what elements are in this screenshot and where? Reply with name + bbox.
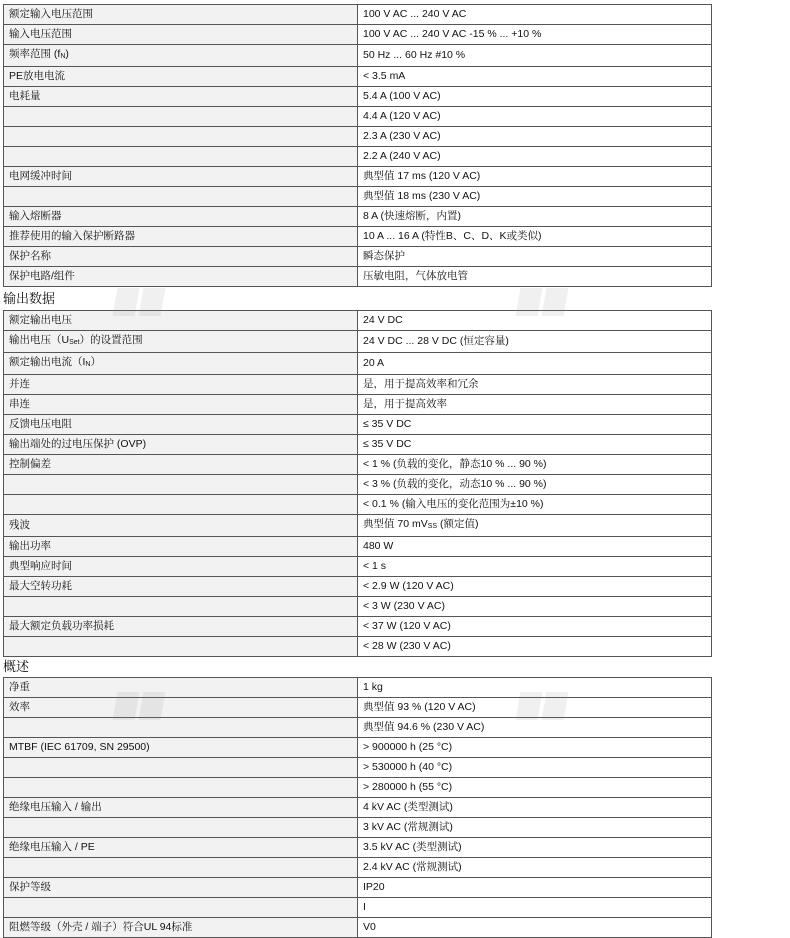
spec-label: 输出电压$(U_{Set})$的设置范围	[4, 331, 358, 353]
output-section-title: 输出数据	[3, 291, 56, 306]
spec-label: 输出功率	[4, 537, 358, 557]
table-row	[4, 698, 712, 718]
spec-label	[4, 147, 358, 167]
spec-label: 阻燃等级（外壳 / 端子）符合UL 94标准	[4, 918, 358, 938]
spec-label	[4, 187, 358, 207]
spec-label: MTBF (IEC 61709, SN 29500)	[4, 738, 358, 758]
spec-label	[4, 818, 358, 838]
spec-label: 残波	[4, 515, 358, 537]
spec-value: < 37 W (120 V AC)	[358, 617, 712, 637]
table-row	[4, 678, 712, 698]
table-row	[4, 537, 712, 557]
spec-value: 1 kg	[358, 678, 712, 698]
spec-value: > 530000 h (40 °C)	[358, 758, 712, 778]
spec-label: 串连	[4, 395, 358, 415]
spec-value: < 3 W (230 V AC)	[358, 597, 712, 617]
table-row	[4, 597, 712, 617]
table-row	[4, 167, 712, 187]
spec-label	[4, 758, 358, 778]
spec-value: < 0.1 % (输入电压的变化范围为±10 %)	[358, 495, 712, 515]
spec-label	[4, 597, 358, 617]
spec-label: 典型响应时间	[4, 557, 358, 577]
spec-value: 4 kV AC (类型测试)	[358, 798, 712, 818]
table-row	[4, 718, 712, 738]
table-row	[4, 67, 712, 87]
table-row	[4, 247, 712, 267]
general-data-table	[3, 677, 712, 938]
spec-value: < 3.5 mA	[358, 67, 712, 87]
spec-value: ≤ 35 V DC	[358, 415, 712, 435]
spec-value: 是，用于提高效率	[358, 395, 712, 415]
spec-label	[4, 898, 358, 918]
spec-label	[4, 475, 358, 495]
table-row	[4, 617, 712, 637]
spec-value: 10 A ... 16 A (特性B、C、D、K或类似)	[358, 227, 712, 247]
table-row	[4, 415, 712, 435]
table-row	[4, 395, 712, 415]
spec-label: 保护等级	[4, 878, 358, 898]
spec-value: < 1 % (负载的变化，静态10 % ... 90 %)	[358, 455, 712, 475]
spec-value: 典型值 70 $mV_{SS}$ (额定值)	[358, 515, 712, 537]
spec-label	[4, 637, 358, 657]
table-row	[4, 495, 712, 515]
spec-value: 是，用于提高效率和冗余	[358, 375, 712, 395]
spec-value: < 2.9 W (120 V AC)	[358, 577, 712, 597]
table-row	[4, 778, 712, 798]
spec-label: 推荐使用的输入保护断路器	[4, 227, 358, 247]
spec-label: 净重	[4, 678, 358, 698]
table-row	[4, 758, 712, 778]
table-row	[4, 798, 712, 818]
spec-label: 保护电路/组件	[4, 267, 358, 287]
table-row	[4, 25, 712, 45]
spec-value: 瞬态保护	[358, 247, 712, 267]
spec-label: 输出端处的过电压保护 (OVP)	[4, 435, 358, 455]
spec-label: 频率范围 $(f_N)$	[4, 45, 358, 67]
spec-value: < 28 W (230 V AC)	[358, 637, 712, 657]
table-row	[4, 637, 712, 657]
spec-label: PE放电电流	[4, 67, 358, 87]
table-row	[4, 898, 712, 918]
table-row	[4, 353, 712, 375]
spec-label	[4, 495, 358, 515]
table-row	[4, 475, 712, 495]
spec-value: < 1 s	[358, 557, 712, 577]
table-row	[4, 818, 712, 838]
spec-label: 并连	[4, 375, 358, 395]
spec-value: 2.3 A (230 V AC)	[358, 127, 712, 147]
spec-value: 100 V AC ... 240 V AC	[358, 5, 712, 25]
spec-value: 5.4 A (100 V AC)	[358, 87, 712, 107]
table-row	[4, 267, 712, 287]
table-row	[4, 577, 712, 597]
spec-value: 480 W	[358, 537, 712, 557]
spec-value: 20 A	[358, 353, 712, 375]
table-row	[4, 187, 712, 207]
input-data-table	[3, 4, 712, 287]
table-row	[4, 45, 712, 67]
spec-value: 压敏电阻，气体放电管	[358, 267, 712, 287]
general-section-title: 概述	[3, 659, 30, 674]
spec-label: 保护名称	[4, 247, 358, 267]
spec-label	[4, 718, 358, 738]
spec-value: 2.2 A (240 V AC)	[358, 147, 712, 167]
table-row	[4, 557, 712, 577]
table-row	[4, 435, 712, 455]
spec-label: 额定输出电压	[4, 311, 358, 331]
table-row	[4, 311, 712, 331]
spec-label: 最大额定负载功率损耗	[4, 617, 358, 637]
spec-label: 效率	[4, 698, 358, 718]
table-row	[4, 331, 712, 353]
spec-label: 最大空转功耗	[4, 577, 358, 597]
spec-value: > 900000 h (25 °C)	[358, 738, 712, 758]
spec-label: 输入电压范围	[4, 25, 358, 45]
spec-label: 额定输入电压范围	[4, 5, 358, 25]
spec-label: 电耗量	[4, 87, 358, 107]
spec-value: 3 kV AC (常规测试)	[358, 818, 712, 838]
table-row	[4, 5, 712, 25]
table-row	[4, 878, 712, 898]
table-row	[4, 858, 712, 878]
output-data-table	[3, 310, 712, 657]
spec-label: 输入熔断器	[4, 207, 358, 227]
spec-value: 8 A (快速熔断，内置)	[358, 207, 712, 227]
spec-value: 24 V DC	[358, 311, 712, 331]
spec-label	[4, 858, 358, 878]
spec-value: 典型值 17 ms (120 V AC)	[358, 167, 712, 187]
table-row	[4, 455, 712, 475]
spec-value: 4.4 A (120 V AC)	[358, 107, 712, 127]
table-row	[4, 515, 712, 537]
spec-value: 典型值 94.6 % (230 V AC)	[358, 718, 712, 738]
spec-label: 绝缘电压输入 / 输出	[4, 798, 358, 818]
spec-value: < 3 % (负载的变化，动态10 % ... 90 %)	[358, 475, 712, 495]
table-row	[4, 147, 712, 167]
table-row	[4, 87, 712, 107]
spec-label	[4, 778, 358, 798]
spec-label: 控制偏差	[4, 455, 358, 475]
table-row	[4, 107, 712, 127]
table-row	[4, 838, 712, 858]
spec-value: 100 V AC ... 240 V AC -15 % ... +10 %	[358, 25, 712, 45]
spec-value: 24 V DC ... 28 V DC (恒定容量)	[358, 331, 712, 353]
spec-value: > 280000 h (55 °C)	[358, 778, 712, 798]
spec-value: 典型值 93 % (120 V AC)	[358, 698, 712, 718]
spec-value: ≤ 35 V DC	[358, 435, 712, 455]
spec-label: 额定输出电流$(I_N)$	[4, 353, 358, 375]
spec-value: I	[358, 898, 712, 918]
table-row	[4, 375, 712, 395]
spec-value: IP20	[358, 878, 712, 898]
spec-label: 反馈电压电阻	[4, 415, 358, 435]
table-row	[4, 738, 712, 758]
spec-value: 典型值 18 ms (230 V AC)	[358, 187, 712, 207]
spec-value: 50 Hz ... 60 Hz #10 %	[358, 45, 712, 67]
spec-value: 2.4 kV AC (常规测试)	[358, 858, 712, 878]
table-row	[4, 127, 712, 147]
table-row	[4, 207, 712, 227]
spec-label: 绝缘电压输入 / PE	[4, 838, 358, 858]
spec-value: V0	[358, 918, 712, 938]
spec-value: 3.5 kV AC (类型测试)	[358, 838, 712, 858]
spec-label: 电网缓冲时间	[4, 167, 358, 187]
table-row	[4, 918, 712, 938]
spec-label	[4, 107, 358, 127]
table-row	[4, 227, 712, 247]
spec-label	[4, 127, 358, 147]
